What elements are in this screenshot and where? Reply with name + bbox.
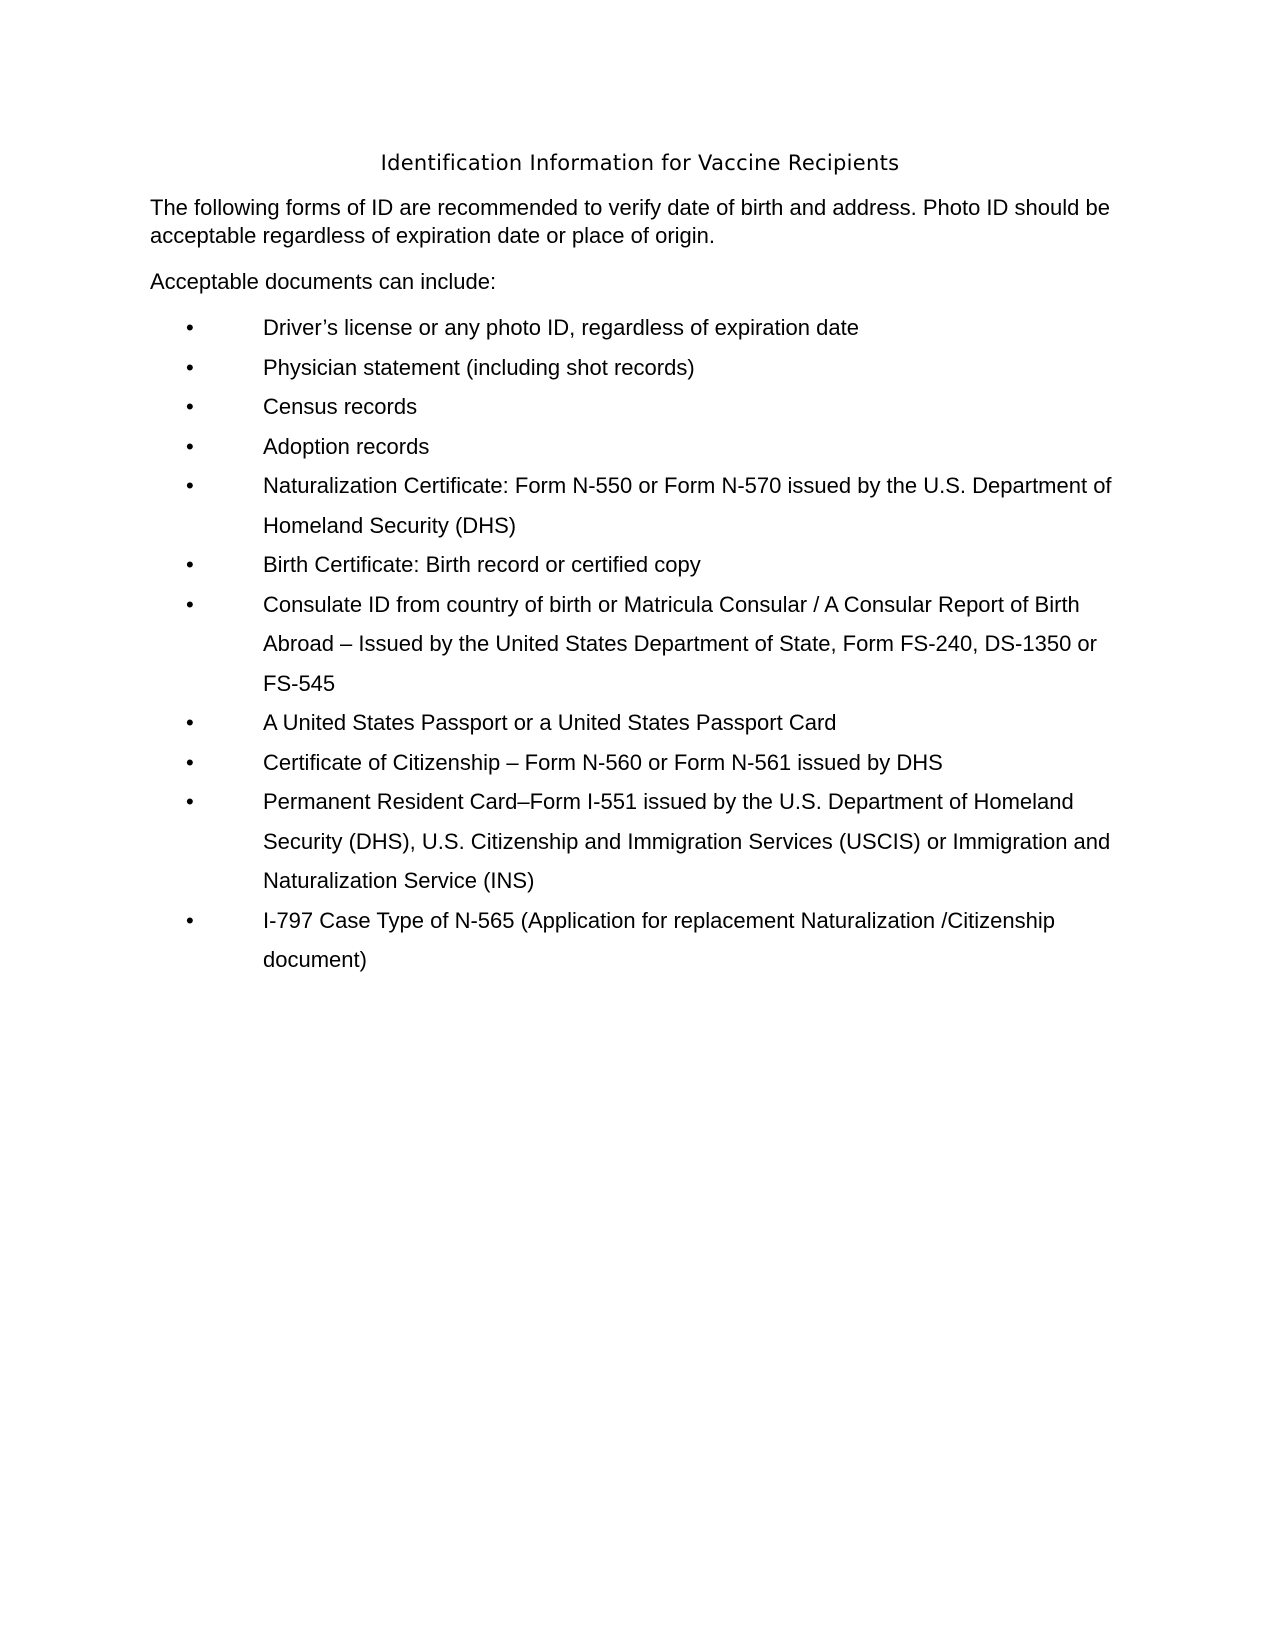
bullet-icon: • (186, 749, 194, 775)
list-lead-in: Acceptable documents can include: (150, 269, 497, 294)
acceptable-documents-list (150, 308, 1130, 980)
list-item (150, 703, 1130, 743)
list-item (150, 427, 1130, 467)
list-item-text: Certificate of Citizenship – Form N-560 or Form N-561 issued by DHS (263, 749, 943, 775)
list-item-text: Naturalization Certificate: Form N-550 or Form N-570 issued by the U.S. Department of Homeland Security (DHS) (263, 473, 1112, 538)
list-item-text: Physician statement (including shot records) (263, 354, 695, 380)
bullet-icon: • (186, 710, 194, 735)
list-item (150, 782, 1130, 901)
list-item-text: Adoption records (263, 433, 430, 459)
list-item-text: A United States Passport or a United States Passport Card (263, 710, 837, 735)
list-item-text: Driver’s license or any photo ID, regardless of expiration date (263, 315, 859, 340)
list-item (150, 348, 1130, 388)
bullet-icon: • (186, 591, 194, 617)
bullet-icon: • (186, 394, 194, 419)
list-item (150, 308, 1130, 348)
list-item (150, 387, 1130, 427)
list-item (150, 466, 1130, 545)
document-title: Identification Information for Vaccine Recipients (380, 151, 900, 175)
list-item-text: Permanent Resident Card–Form I-551 issued by the U.S. Department of Homeland Security (DHS), U.S. Citizenship and Immigration Services (USCIS) or Immigration and Naturalization Service (INS) (263, 789, 1111, 893)
bullet-icon: • (186, 433, 194, 459)
list-item-text: I-797 Case Type of N-565 (Application for replacement Naturalization /Citizenship document) (263, 907, 1055, 972)
bullet-icon: • (186, 789, 194, 814)
bullet-icon: • (186, 354, 194, 380)
bullet-icon: • (186, 907, 194, 933)
list-item (150, 545, 1130, 585)
list-item-text: Census records (263, 394, 418, 419)
bullet-icon: • (186, 473, 194, 498)
list-item-text: Birth Certificate: Birth record or certified copy (263, 552, 701, 577)
list-item (150, 743, 1130, 783)
list-item (150, 585, 1130, 704)
list-item (150, 901, 1130, 980)
intro-paragraph: The following forms of ID are recommended to verify date of birth and address. Photo ID should be acceptable regardless of expiration date or place of origin. (150, 195, 1110, 248)
bullet-icon: • (186, 552, 194, 577)
list-item-text: Consulate ID from country of birth or Matricula Consular / A Consular Report of Birth Abroad – Issued by the United States Department of State, Form FS-240, DS-1350 or FS-545 (263, 591, 1097, 696)
bullet-icon: • (186, 315, 194, 340)
